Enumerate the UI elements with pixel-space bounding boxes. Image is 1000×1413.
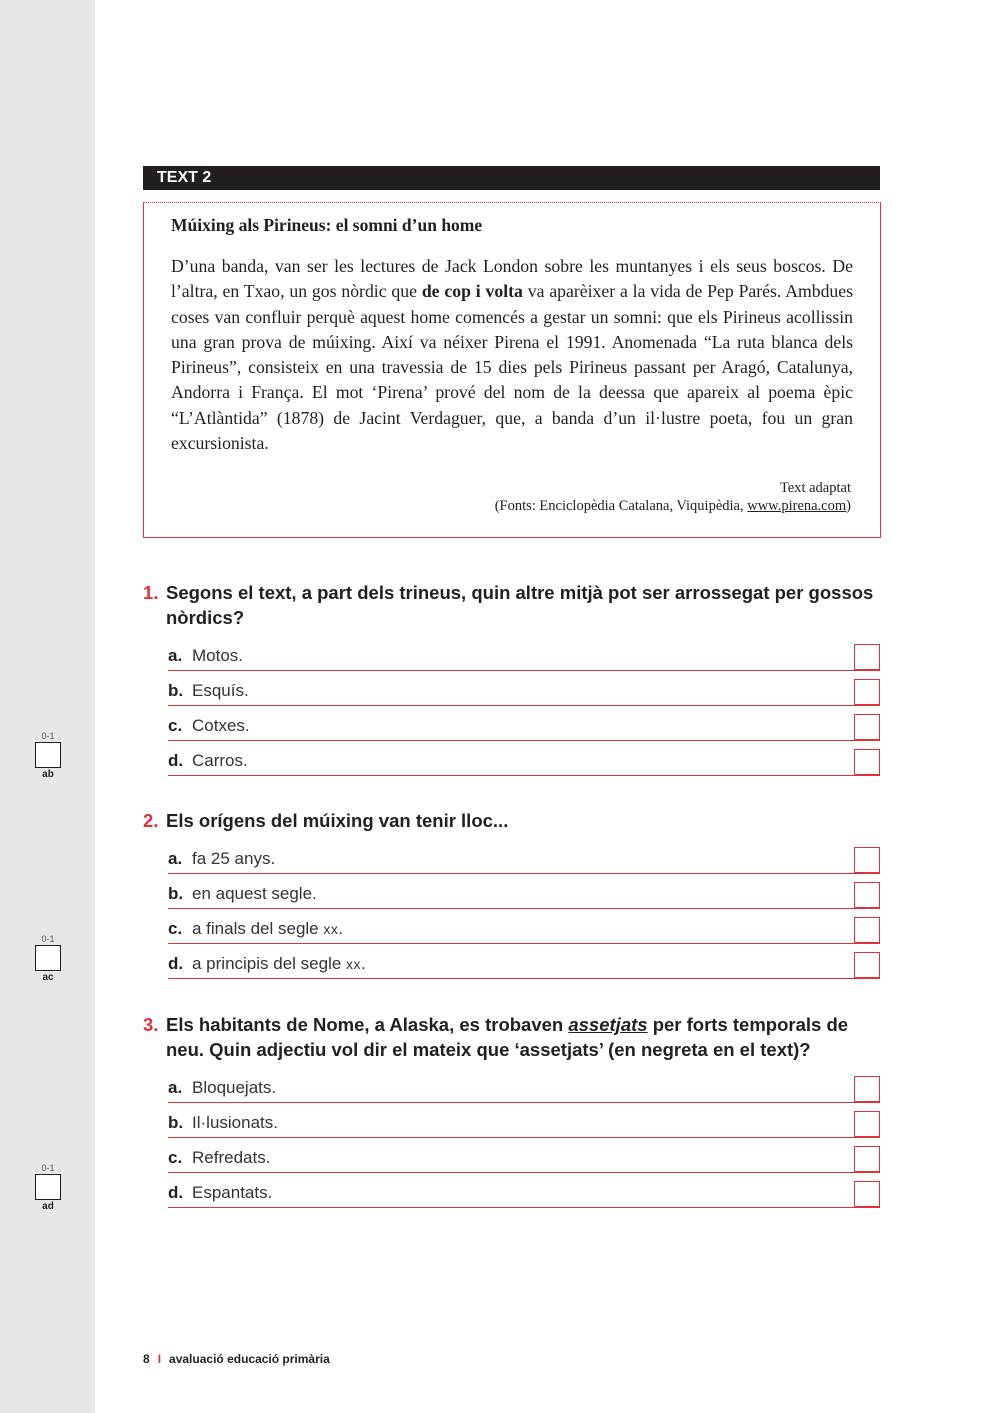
option-letter: b. bbox=[168, 884, 184, 903]
option-text-main: a principis del segle bbox=[192, 954, 347, 973]
text-body bbox=[171, 254, 853, 456]
century-label: xx bbox=[346, 956, 362, 972]
option-text: Motos. bbox=[192, 646, 244, 665]
answer-checkbox[interactable] bbox=[854, 847, 880, 873]
score-range: 0-1 bbox=[41, 1163, 55, 1173]
option-letter: b. bbox=[168, 681, 184, 700]
question-number: 2. bbox=[143, 810, 159, 831]
option-item[interactable] bbox=[168, 679, 880, 706]
score-code: ac bbox=[42, 972, 54, 983]
option-letter: d. bbox=[168, 751, 184, 770]
option-text bbox=[192, 954, 366, 974]
option-text: Carros. bbox=[192, 751, 248, 770]
text-body-part2: va aparèixer a la vida de Pep Parés. Ambdues coses van confluir perquè aquest home comencés a gestar un somni: que els Pirineus acollissin una gran prova de múixing. Així va néixer Pirena el 1991. Anomenada “La ruta blanca dels Pirineus”, consisteix en una travessia de 15 dies pels Pirineus passant per Aragó, Catalunya, Andorra i França. El mot ‘Pirena’ prové del nom de la deessa que apareix al poema èpic “L’Atlàntida” (1878) de Jacint Verdaguer, que, a banda d’un il·lustre poeta, fou un gran excursionista. bbox=[171, 281, 853, 454]
score-range: 0-1 bbox=[41, 934, 55, 944]
answer-checkbox[interactable] bbox=[854, 917, 880, 943]
score-range: 0-1 bbox=[41, 731, 55, 741]
answer-checkbox[interactable] bbox=[854, 882, 880, 908]
footer-label: avaluació educació primària bbox=[169, 1352, 330, 1366]
score-code: ab bbox=[42, 769, 54, 780]
question-text bbox=[143, 580, 883, 630]
question-text bbox=[143, 808, 883, 833]
option-item[interactable] bbox=[168, 952, 880, 979]
option-text bbox=[192, 919, 343, 939]
text-body-bold: de cop i volta bbox=[421, 281, 523, 302]
century-label: xx bbox=[323, 921, 339, 937]
option-letter: c. bbox=[168, 716, 183, 735]
source-line1: Text adaptat bbox=[779, 480, 851, 496]
option-text: Esquís. bbox=[192, 681, 249, 700]
option-text: fa 25 anys. bbox=[192, 849, 276, 868]
option-item[interactable] bbox=[168, 882, 880, 909]
option-letter: d. bbox=[168, 954, 184, 973]
score-box-q2 bbox=[33, 934, 63, 983]
option-letter: c. bbox=[168, 1148, 183, 1167]
source-prefix: (Fonts: Enciclopèdia Catalana, Viquipèdia, bbox=[494, 498, 748, 514]
answer-checkbox[interactable] bbox=[854, 1111, 880, 1137]
option-item[interactable] bbox=[168, 1076, 880, 1103]
question-2 bbox=[143, 808, 883, 987]
option-letter: a. bbox=[168, 1078, 183, 1097]
text-title: Múixing als Pirineus: el somni d’un home bbox=[171, 215, 483, 235]
question-prompt-after: per forts temporals de neu. Quin adjectiu vol dir el mateix que ‘assetjats’ (en negreta en el text)? bbox=[166, 1014, 849, 1060]
option-suffix: . bbox=[361, 954, 366, 973]
page-footer bbox=[143, 1352, 330, 1366]
source-suffix: ) bbox=[846, 498, 851, 514]
option-item[interactable] bbox=[168, 1111, 880, 1138]
option-letter: a. bbox=[168, 646, 183, 665]
score-code: ad bbox=[42, 1201, 54, 1212]
option-suffix: . bbox=[338, 919, 344, 938]
option-list bbox=[143, 644, 883, 776]
option-item[interactable] bbox=[168, 644, 880, 671]
question-prompt: Els orígens del múixing van tenir lloc... bbox=[166, 810, 509, 831]
page-number: 8 bbox=[143, 1352, 150, 1366]
source-line2 bbox=[495, 497, 851, 515]
option-text: en aquest segle. bbox=[192, 884, 317, 903]
option-letter: a. bbox=[168, 849, 183, 868]
score-box-q1 bbox=[33, 731, 63, 780]
option-text: Cotxes. bbox=[192, 716, 250, 735]
score-input[interactable] bbox=[35, 1174, 61, 1200]
option-item[interactable] bbox=[168, 1146, 880, 1173]
answer-checkbox[interactable] bbox=[854, 1181, 880, 1207]
question-3 bbox=[143, 1012, 883, 1216]
question-1 bbox=[143, 580, 883, 784]
question-prompt: Segons el text, a part dels trineus, quin altre mitjà pot ser arrossegat per gossos nòrdics? bbox=[166, 582, 874, 628]
answer-checkbox[interactable] bbox=[854, 1076, 880, 1102]
source-link[interactable]: www.pirena.com bbox=[747, 498, 847, 514]
source-credit bbox=[495, 479, 851, 515]
score-box-q3 bbox=[33, 1163, 63, 1212]
option-list bbox=[143, 1076, 883, 1208]
option-item[interactable] bbox=[168, 714, 880, 741]
question-number: 3. bbox=[143, 1014, 159, 1035]
option-text: Refredats. bbox=[192, 1148, 271, 1167]
option-letter: d. bbox=[168, 1183, 184, 1202]
answer-checkbox[interactable] bbox=[854, 952, 880, 978]
option-text: Bloquejats. bbox=[192, 1078, 277, 1097]
option-item[interactable] bbox=[168, 749, 880, 776]
option-item[interactable] bbox=[168, 847, 880, 874]
answer-checkbox[interactable] bbox=[854, 679, 880, 705]
answer-checkbox[interactable] bbox=[854, 1146, 880, 1172]
question-prompt-emphasis: assetjats bbox=[568, 1014, 648, 1035]
footer-separator: I bbox=[157, 1352, 162, 1366]
option-item[interactable] bbox=[168, 1181, 880, 1208]
reading-text-box bbox=[143, 202, 881, 538]
answer-checkbox[interactable] bbox=[854, 749, 880, 775]
answer-checkbox[interactable] bbox=[854, 644, 880, 670]
text-body-part1: D’una banda, van ser les lectures de Jack London sobre les muntanyes i els seus boscos. De l’altra, en Txao, un gos nòrdic que bbox=[171, 256, 853, 302]
answer-checkbox[interactable] bbox=[854, 714, 880, 740]
option-text-main: a finals del segle bbox=[192, 919, 324, 938]
score-input[interactable] bbox=[35, 945, 61, 971]
option-list bbox=[143, 847, 883, 979]
option-text: Espantats. bbox=[192, 1183, 273, 1202]
text-section-header: TEXT 2 bbox=[143, 166, 880, 190]
score-input[interactable] bbox=[35, 742, 61, 768]
question-prompt-before: Els habitants de Nome, a Alaska, es trobaven bbox=[166, 1014, 569, 1035]
question-text bbox=[143, 1012, 883, 1062]
option-letter: c. bbox=[168, 919, 183, 938]
option-letter: b. bbox=[168, 1113, 184, 1132]
question-number: 1. bbox=[143, 582, 159, 603]
option-text: Il·lusionats. bbox=[192, 1113, 278, 1132]
option-item[interactable] bbox=[168, 917, 880, 944]
